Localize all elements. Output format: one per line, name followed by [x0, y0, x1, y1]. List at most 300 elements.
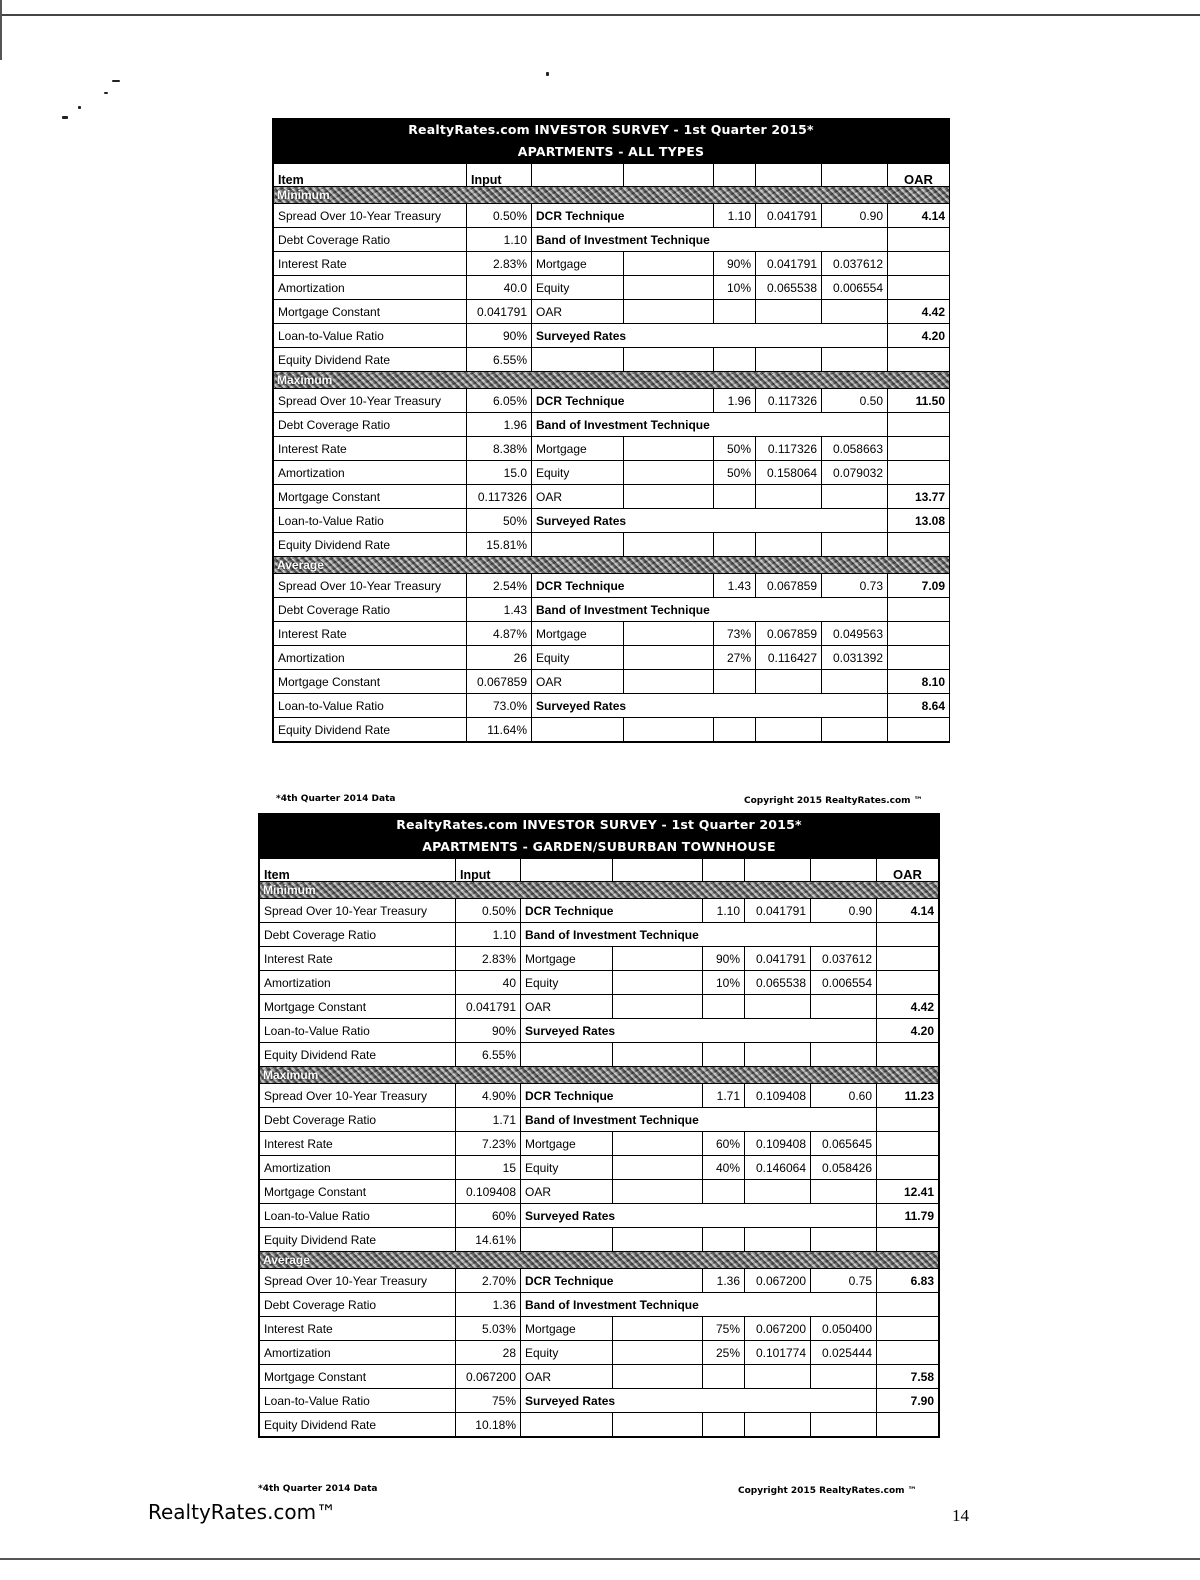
item-label: Equity Dividend Rate: [260, 1413, 456, 1437]
mortgage-rate: 0.067859: [756, 622, 822, 646]
empty-oar-cell: [888, 348, 950, 372]
empty-cell: [613, 947, 703, 971]
empty-oar-cell: [888, 718, 950, 742]
section-band: [274, 372, 950, 389]
mortgage-rate: 0.109408: [745, 1132, 811, 1156]
empty-cell: [756, 533, 822, 557]
oar-label: OAR: [532, 485, 624, 509]
table-row: [260, 1228, 939, 1252]
mortgage-rate: 0.041791: [745, 947, 811, 971]
band-oar-value: 12.41: [877, 1180, 939, 1204]
equity-rate: 0.101774: [745, 1341, 811, 1365]
band-of-investment-label: Band of Investment Technique: [521, 1293, 877, 1317]
item-label: Debt Coverage Ratio: [274, 598, 467, 622]
column-header-input: Input: [467, 164, 532, 187]
survey-copyright: Copyright 2015 RealtyRates.com ™: [738, 1486, 917, 1496]
input-value: 26: [467, 646, 532, 670]
column-header-oar: OAR: [877, 859, 939, 882]
band-oar-value: 4.42: [888, 300, 950, 324]
dcr-oar: 4.14: [877, 899, 939, 923]
input-value: 14.61%: [456, 1228, 521, 1252]
table-header-row: [260, 859, 939, 882]
oar-label: OAR: [521, 1365, 613, 1389]
item-label: Equity Dividend Rate: [274, 348, 467, 372]
mortgage-rate: 0.067200: [745, 1317, 811, 1341]
empty-cell: [714, 533, 756, 557]
input-value: 15.0: [467, 461, 532, 485]
dcr-ltv: 0.90: [822, 204, 888, 228]
empty-cell: [613, 1132, 703, 1156]
left-scan-rule: [0, 0, 2, 60]
empty-cell: [613, 1180, 703, 1204]
table-row: [260, 971, 939, 995]
empty-header-cell: [613, 859, 703, 882]
dcr-ratio: 1.10: [703, 899, 745, 923]
empty-cell: [745, 995, 811, 1019]
survey-grid: [273, 163, 950, 742]
section-label: Minimum: [260, 882, 939, 899]
mortgage-pct: 50%: [714, 437, 756, 461]
equity-rate: 0.065538: [756, 276, 822, 300]
input-value: 0.041791: [456, 995, 521, 1019]
top-scan-rule: [0, 14, 1200, 16]
scan-speck: [104, 92, 108, 94]
input-value: 90%: [456, 1019, 521, 1043]
scan-speck: [78, 106, 81, 109]
band-oar-value: 8.10: [888, 670, 950, 694]
mortgage-product: 0.037612: [822, 252, 888, 276]
empty-cell: [811, 995, 877, 1019]
dcr-ltv: 0.90: [811, 899, 877, 923]
empty-cell: [624, 461, 714, 485]
equity-label: Equity: [532, 646, 624, 670]
empty-cell: [613, 1341, 703, 1365]
empty-header-cell: [745, 859, 811, 882]
equity-pct: 50%: [714, 461, 756, 485]
empty-cell: [624, 670, 714, 694]
survey-title: RealtyRates.com INVESTOR SURVEY - 1st Quarter 2015*: [396, 817, 802, 832]
page-number: 14: [952, 1506, 969, 1525]
brand-logo-text: RealtyRates.com™: [148, 1500, 337, 1524]
oar-label: OAR: [521, 1180, 613, 1204]
item-label: Equity Dividend Rate: [274, 718, 467, 742]
section-band: [260, 1067, 939, 1084]
band-of-investment-label: Band of Investment Technique: [521, 923, 877, 947]
band-of-investment-label: Band of Investment Technique: [521, 1108, 877, 1132]
equity-product: 0.025444: [811, 1341, 877, 1365]
mortgage-product: 0.037612: [811, 947, 877, 971]
empty-cell: [703, 995, 745, 1019]
empty-header-cell: [532, 164, 624, 187]
input-value: 6.55%: [467, 348, 532, 372]
empty-cell: [624, 718, 714, 742]
empty-cell: [822, 300, 888, 324]
investor-survey-table: [258, 813, 940, 1438]
input-value: 11.64%: [467, 718, 532, 742]
table-row: [274, 389, 950, 413]
column-header-item: Item: [274, 164, 467, 187]
empty-oar-cell: [877, 1317, 939, 1341]
scan-speck: [546, 72, 549, 76]
equity-product: 0.006554: [811, 971, 877, 995]
dcr-constant: 0.117326: [756, 389, 822, 413]
column-header-input: Input: [456, 859, 521, 882]
equity-product: 0.006554: [822, 276, 888, 300]
input-value: 1.43: [467, 598, 532, 622]
investor-survey-table: [272, 118, 950, 743]
item-label: Interest Rate: [260, 947, 456, 971]
item-label: Debt Coverage Ratio: [274, 413, 467, 437]
empty-cell: [532, 718, 624, 742]
table-row: [274, 694, 950, 718]
input-value: 15: [456, 1156, 521, 1180]
survey-banner: [273, 119, 949, 163]
item-label: Mortgage Constant: [274, 300, 467, 324]
survey-subtitle: APARTMENTS - GARDEN/SUBURBAN TOWNHOUSE: [422, 839, 776, 854]
input-value: 60%: [456, 1204, 521, 1228]
item-label: Loan-to-Value Ratio: [274, 509, 467, 533]
oar-label: OAR: [532, 300, 624, 324]
empty-oar-cell: [877, 1156, 939, 1180]
dcr-oar: 4.14: [888, 204, 950, 228]
empty-header-cell: [811, 859, 877, 882]
empty-cell: [624, 622, 714, 646]
empty-cell: [624, 252, 714, 276]
item-label: Spread Over 10-Year Treasury: [274, 574, 467, 598]
equity-rate: 0.158064: [756, 461, 822, 485]
empty-cell: [745, 1180, 811, 1204]
item-label: Mortgage Constant: [260, 995, 456, 1019]
table-row: [274, 252, 950, 276]
input-value: 75%: [456, 1389, 521, 1413]
table-row: [274, 670, 950, 694]
empty-oar-cell: [877, 923, 939, 947]
empty-cell: [624, 300, 714, 324]
table-row: [260, 1084, 939, 1108]
mortgage-label: Mortgage: [532, 622, 624, 646]
dcr-technique-label: DCR Technique: [521, 1084, 703, 1108]
mortgage-product: 0.049563: [822, 622, 888, 646]
input-value: 50%: [467, 509, 532, 533]
dcr-technique-label: DCR Technique: [521, 899, 703, 923]
empty-cell: [811, 1043, 877, 1067]
empty-cell: [521, 1228, 613, 1252]
empty-cell: [714, 348, 756, 372]
table-row: [260, 1043, 939, 1067]
item-label: Amortization: [260, 1341, 456, 1365]
table-row: [274, 574, 950, 598]
input-value: 0.041791: [467, 300, 532, 324]
table-row: [274, 461, 950, 485]
bottom-scan-rule: [0, 1558, 1200, 1560]
item-label: Interest Rate: [274, 622, 467, 646]
input-value: 1.10: [456, 923, 521, 947]
empty-cell: [703, 1228, 745, 1252]
empty-cell: [613, 1365, 703, 1389]
table-row: [260, 1317, 939, 1341]
equity-label: Equity: [521, 1341, 613, 1365]
empty-oar-cell: [888, 437, 950, 461]
table-row: [274, 413, 950, 437]
mortgage-product: 0.050400: [811, 1317, 877, 1341]
input-value: 40.0: [467, 276, 532, 300]
dcr-ltv: 0.50: [822, 389, 888, 413]
empty-cell: [822, 348, 888, 372]
empty-cell: [613, 995, 703, 1019]
item-label: Amortization: [274, 461, 467, 485]
empty-cell: [756, 670, 822, 694]
table-row: [260, 995, 939, 1019]
table-row: [260, 1156, 939, 1180]
table-row: [260, 1341, 939, 1365]
table-row: [274, 228, 950, 252]
equity-label: Equity: [532, 461, 624, 485]
table-row: [274, 437, 950, 461]
table-row: [260, 1180, 939, 1204]
mortgage-label: Mortgage: [532, 252, 624, 276]
item-label: Mortgage Constant: [274, 670, 467, 694]
item-label: Mortgage Constant: [274, 485, 467, 509]
item-label: Equity Dividend Rate: [260, 1228, 456, 1252]
empty-cell: [714, 670, 756, 694]
table-row: [260, 1389, 939, 1413]
dcr-ltv: 0.75: [811, 1269, 877, 1293]
survey-title: RealtyRates.com INVESTOR SURVEY - 1st Quarter 2015*: [408, 122, 814, 137]
mortgage-label: Mortgage: [521, 1132, 613, 1156]
empty-cell: [745, 1228, 811, 1252]
surveyed-rates-label: Surveyed Rates: [521, 1019, 877, 1043]
dcr-ratio: 1.10: [714, 204, 756, 228]
surveyed-rates-value: 4.20: [888, 324, 950, 348]
empty-cell: [714, 718, 756, 742]
surveyed-rates-label: Surveyed Rates: [521, 1389, 877, 1413]
empty-cell: [613, 971, 703, 995]
item-label: Amortization: [274, 646, 467, 670]
section-band: [274, 557, 950, 574]
mortgage-rate: 0.041791: [756, 252, 822, 276]
surveyed-rates-value: 7.90: [877, 1389, 939, 1413]
input-value: 73.0%: [467, 694, 532, 718]
item-label: Loan-to-Value Ratio: [274, 324, 467, 348]
input-value: 0.067200: [456, 1365, 521, 1389]
table-row: [274, 324, 950, 348]
empty-cell: [613, 1228, 703, 1252]
empty-cell: [624, 646, 714, 670]
item-label: Spread Over 10-Year Treasury: [260, 1269, 456, 1293]
mortgage-pct: 90%: [703, 947, 745, 971]
table-row: [274, 646, 950, 670]
dcr-ratio: 1.96: [714, 389, 756, 413]
section-label: Maximum: [260, 1067, 939, 1084]
column-header-oar: OAR: [888, 164, 950, 187]
input-value: 1.10: [467, 228, 532, 252]
dcr-constant: 0.067200: [745, 1269, 811, 1293]
empty-cell: [613, 1156, 703, 1180]
input-value: 4.87%: [467, 622, 532, 646]
dcr-ratio: 1.43: [714, 574, 756, 598]
dcr-oar: 7.09: [888, 574, 950, 598]
surveyed-rates-label: Surveyed Rates: [532, 694, 888, 718]
surveyed-rates-label: Surveyed Rates: [521, 1204, 877, 1228]
section-label: Average: [274, 557, 950, 574]
table-row: [260, 1132, 939, 1156]
item-label: Amortization: [260, 1156, 456, 1180]
input-value: 6.05%: [467, 389, 532, 413]
table-row: [260, 947, 939, 971]
empty-cell: [624, 348, 714, 372]
empty-cell: [811, 1413, 877, 1437]
table-row: [260, 923, 939, 947]
item-label: Interest Rate: [274, 252, 467, 276]
equity-pct: 25%: [703, 1341, 745, 1365]
input-value: 0.109408: [456, 1180, 521, 1204]
equity-product: 0.079032: [822, 461, 888, 485]
table-row: [274, 718, 950, 742]
table-row: [260, 1108, 939, 1132]
item-label: Interest Rate: [260, 1317, 456, 1341]
item-label: Spread Over 10-Year Treasury: [260, 1084, 456, 1108]
input-value: 7.23%: [456, 1132, 521, 1156]
empty-oar-cell: [877, 1293, 939, 1317]
empty-cell: [703, 1180, 745, 1204]
empty-oar-cell: [888, 598, 950, 622]
input-value: 2.83%: [467, 252, 532, 276]
item-label: Debt Coverage Ratio: [260, 1108, 456, 1132]
empty-oar-cell: [888, 622, 950, 646]
equity-rate: 0.065538: [745, 971, 811, 995]
empty-header-cell: [756, 164, 822, 187]
empty-oar-cell: [877, 1228, 939, 1252]
empty-cell: [624, 533, 714, 557]
empty-cell: [756, 485, 822, 509]
dcr-constant: 0.041791: [756, 204, 822, 228]
table-row: [274, 533, 950, 557]
band-oar-value: 4.42: [877, 995, 939, 1019]
mortgage-rate: 0.117326: [756, 437, 822, 461]
empty-oar-cell: [888, 228, 950, 252]
empty-cell: [703, 1365, 745, 1389]
table-row: [260, 1413, 939, 1437]
survey-subtitle: APARTMENTS - ALL TYPES: [517, 144, 705, 159]
table-row: [274, 622, 950, 646]
equity-product: 0.031392: [822, 646, 888, 670]
equity-pct: 27%: [714, 646, 756, 670]
table-row: [260, 1019, 939, 1043]
input-value: 1.71: [456, 1108, 521, 1132]
surveyed-rates-label: Surveyed Rates: [532, 324, 888, 348]
empty-cell: [714, 300, 756, 324]
item-label: Spread Over 10-Year Treasury: [274, 204, 467, 228]
band-of-investment-label: Band of Investment Technique: [532, 228, 888, 252]
surveyed-rates-label: Surveyed Rates: [532, 509, 888, 533]
empty-cell: [613, 1043, 703, 1067]
oar-label: OAR: [521, 995, 613, 1019]
empty-header-cell: [624, 164, 714, 187]
table-row: [260, 1293, 939, 1317]
input-value: 6.55%: [456, 1043, 521, 1067]
mortgage-product: 0.058663: [822, 437, 888, 461]
empty-cell: [811, 1365, 877, 1389]
dcr-technique-label: DCR Technique: [532, 389, 714, 413]
empty-cell: [613, 1317, 703, 1341]
scan-speck: [112, 80, 120, 82]
dcr-oar: 11.50: [888, 389, 950, 413]
section-band: [260, 1252, 939, 1269]
empty-cell: [714, 485, 756, 509]
empty-oar-cell: [888, 646, 950, 670]
equity-pct: 10%: [714, 276, 756, 300]
item-label: Equity Dividend Rate: [260, 1043, 456, 1067]
item-label: Mortgage Constant: [260, 1365, 456, 1389]
input-value: 2.83%: [456, 947, 521, 971]
empty-cell: [624, 276, 714, 300]
table-row: [260, 1204, 939, 1228]
empty-header-cell: [822, 164, 888, 187]
equity-label: Equity: [532, 276, 624, 300]
input-value: 4.90%: [456, 1084, 521, 1108]
table-row: [274, 300, 950, 324]
dcr-oar: 6.83: [877, 1269, 939, 1293]
table-row: [260, 1365, 939, 1389]
equity-product: 0.058426: [811, 1156, 877, 1180]
table-header-row: [274, 164, 950, 187]
equity-rate: 0.116427: [756, 646, 822, 670]
empty-cell: [703, 1043, 745, 1067]
mortgage-pct: 73%: [714, 622, 756, 646]
empty-cell: [756, 718, 822, 742]
survey-banner: [259, 814, 939, 858]
empty-cell: [624, 437, 714, 461]
empty-cell: [521, 1043, 613, 1067]
empty-cell: [822, 670, 888, 694]
empty-cell: [745, 1413, 811, 1437]
item-label: Loan-to-Value Ratio: [274, 694, 467, 718]
item-label: Debt Coverage Ratio: [260, 923, 456, 947]
mortgage-label: Mortgage: [521, 947, 613, 971]
input-value: 15.81%: [467, 533, 532, 557]
empty-oar-cell: [877, 971, 939, 995]
dcr-ratio: 1.36: [703, 1269, 745, 1293]
empty-cell: [624, 485, 714, 509]
input-value: 0.117326: [467, 485, 532, 509]
surveyed-rates-value: 4.20: [877, 1019, 939, 1043]
surveyed-rates-value: 8.64: [888, 694, 950, 718]
input-value: 0.50%: [467, 204, 532, 228]
mortgage-label: Mortgage: [532, 437, 624, 461]
band-oar-value: 13.77: [888, 485, 950, 509]
equity-label: Equity: [521, 1156, 613, 1180]
column-header-item: Item: [260, 859, 456, 882]
dcr-ltv: 0.73: [822, 574, 888, 598]
input-value: 0.50%: [456, 899, 521, 923]
surveyed-rates-value: 11.79: [877, 1204, 939, 1228]
mortgage-pct: 60%: [703, 1132, 745, 1156]
input-value: 90%: [467, 324, 532, 348]
band-of-investment-label: Band of Investment Technique: [532, 413, 888, 437]
mortgage-product: 0.065645: [811, 1132, 877, 1156]
empty-cell: [756, 348, 822, 372]
dcr-constant: 0.041791: [745, 899, 811, 923]
band-oar-value: 7.58: [877, 1365, 939, 1389]
input-value: 10.18%: [456, 1413, 521, 1437]
empty-cell: [703, 1413, 745, 1437]
empty-cell: [613, 1413, 703, 1437]
item-label: Loan-to-Value Ratio: [260, 1204, 456, 1228]
empty-cell: [811, 1228, 877, 1252]
item-label: Mortgage Constant: [260, 1180, 456, 1204]
equity-label: Equity: [521, 971, 613, 995]
table-row: [260, 899, 939, 923]
